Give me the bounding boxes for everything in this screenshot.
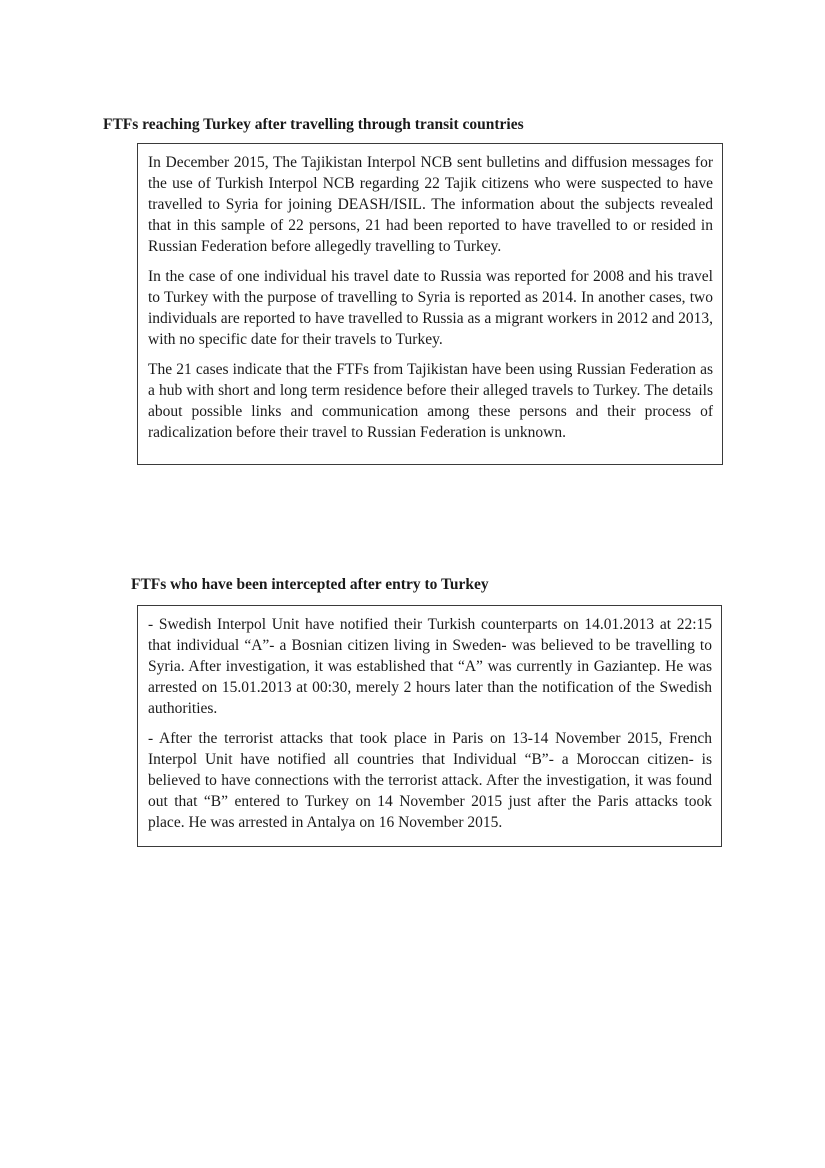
case-paragraph: - Swedish Interpol Unit have notified their Turkish counterparts on 14.01.2013 at 22:15 that individual “A”- a Bosnian citizen living in Sweden- was believed to be travelling to Syria. After investigation, it was established that “A” was currently in Gaziantep. He was arrested on 15.01.2013 at 00:30, merely 2 hours later than the notification of the Swedish authorities. — [148, 616, 712, 717]
case-paragraph: In December 2015, The Tajikistan Interpol NCB sent bulletins and diffusion messages for the use of Turkish Interpol NCB regarding 22 Tajik citizens who were suspected to have travelled to Syria for joining DEASH/ISIL. The information about the subjects revealed that in this sample of 22 persons, 21 had been reported to have travelled to or resided in Russian Federation before allegedly travelling to Turkey. — [148, 154, 713, 255]
case-paragraph: The 21 cases indicate that the FTFs from Tajikistan have been using Russian Federation as a hub with short and long term residence before their alleged travels to Turkey. The details about possible links and communication among these persons and their process of radicalization before their travel to Russian Federation is unknown. — [148, 361, 713, 441]
case-paragraph: - After the terrorist attacks that took place in Paris on 13-14 November 2015, French Interpol Unit have notified all countries that Individual “B”- a Moroccan citizen- is believed to have connections with the terrorist attack. After the investigation, it was found out that “B” entered to Turkey on 14 November 2015 just after the Paris attacks took place. He was arrested in Antalya on 16 November 2015. — [148, 730, 712, 831]
case-paragraph: In the case of one individual his travel date to Russia was reported for 2008 and his travel to Turkey with the purpose of travelling to Syria is reported as 2014. In another cases, two individuals are reported to have travelled to Russia as a migrant workers in 2012 and 2013, with no specific date for their travels to Turkey. — [148, 268, 713, 348]
section-heading-transit: FTFs reaching Turkey after travelling through transit countries — [103, 116, 524, 133]
section-heading-intercepted: FTFs who have been intercepted after entry to Turkey — [131, 576, 489, 593]
case-box-intercepted — [137, 605, 722, 847]
case-box-transit — [137, 143, 723, 465]
